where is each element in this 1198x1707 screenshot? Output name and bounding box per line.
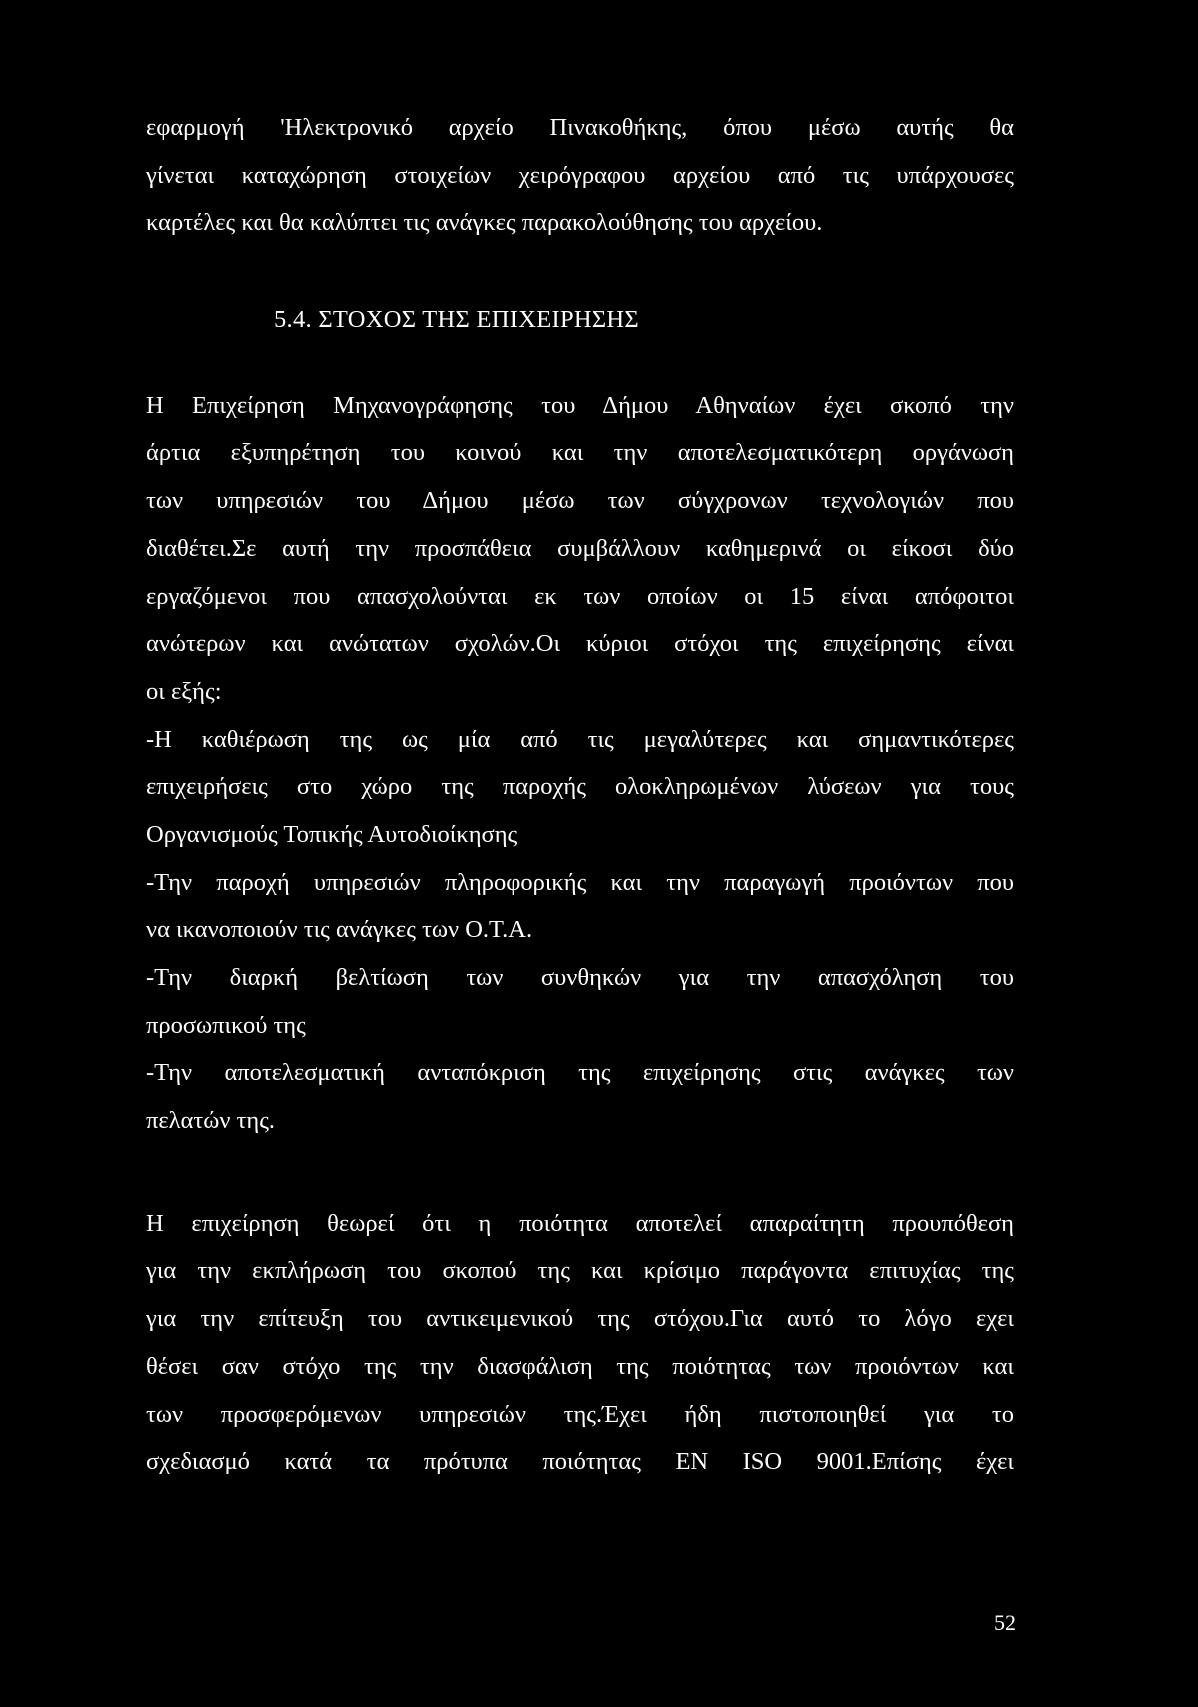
list-item-line: να ικανοποιούν τις ανάγκες των Ο.Τ.Α. — [146, 916, 533, 944]
list-item-line: επιχειρήσεις στο χώρο της παροχής ολοκληρωμένων λύσεων για τους — [146, 773, 1014, 801]
text-line: διαθέτει.Σε αυτή την προσπάθεια συμβάλλουν καθημερινά οι είκοσι δύο — [146, 534, 1014, 562]
text-line: εργαζόμενοι που απασχολούνται εκ των οποίων οι 15 είναι απόφοιτοι — [146, 582, 1014, 610]
document-page — [146, 104, 1014, 1486]
paragraph-company-goals — [146, 382, 1014, 1145]
text-line: για την επίτευξη του αντικειμενικού της στόχου.Για αυτό το λόγο εχει — [146, 1305, 1014, 1333]
text-line: εφαρμογή 'Ηλεκτρονικό αρχείο Πινακοθήκης, όπου μέσω αυτής θα — [146, 114, 1014, 141]
text-line: Η Επιχείρηση Μηχανογράφησης του Δήμου Αθηναίων έχει σκοπό την — [146, 391, 1014, 419]
paragraph-archive-application — [146, 104, 1014, 247]
list-item-line: -Την παροχή υπηρεσιών πληροφορικής και την παραγωγή προιόντων που — [146, 868, 1014, 896]
list-item-line: πελατών της. — [146, 1107, 276, 1135]
text-line: ανώτερων και ανώτατων σχολών.Οι κύριοι στόχοι της επιχείρησης είναι — [146, 630, 1014, 658]
page-number: 52 — [994, 1610, 1016, 1635]
text-line: γίνεται καταχώρηση στοιχείων χειρόγραφου αρχείου από τις υπάρχουσες — [146, 161, 1014, 189]
paragraph-spacer — [146, 1145, 1014, 1200]
text-line: άρτια εξυπηρέτηση του κοινού και την αποτελεσματικότερη οργάνωση — [146, 439, 1014, 467]
list-item-line: -Την διαρκή βελτίωση των συνθηκών για την απασχόληση του — [146, 964, 1014, 991]
list-item-line: -Την αποτελεσματική ανταπόκριση της επιχείρησης στις ανάγκες των — [146, 1059, 1014, 1087]
text-line: θέσει σαν στόχο της την διασφάλιση της ποιότητας των προιόντων και — [146, 1352, 1014, 1380]
text-line: για την εκπλήρωση του σκοπού της και κρίσιμο παράγοντα επιτυχίας της — [146, 1257, 1014, 1285]
list-item-line: προσωπικού της — [146, 1011, 306, 1039]
text-line: οι εξής: — [146, 677, 222, 705]
text-line: Η επιχείρηση θεωρεί ότι η ποιότητα αποτελεί απαραίτητη προυπόθεση — [146, 1209, 1014, 1237]
text-line: των προσφερόμενων υπηρεσιών της.Έχει ήδη πιστοποιηθεί για το — [146, 1400, 1014, 1428]
section-heading: 5.4. ΣΤΟΧΟΣ ΤΗΣ ΕΠΙΧΕΙΡΗΣΗΣ — [274, 306, 639, 334]
list-item-line: -Η καθιέρωση της ως μία από τις μεγαλύτερες και σημαντικότερες — [146, 725, 1014, 753]
text-line: των υπηρεσιών του Δήμου μέσω των σύγχρονων τεχνολογιών που — [146, 487, 1014, 515]
text-line: σχεδιασμό κατά τα πρότυπα ποιότητας EN ISO 9001.Επίσης έχει — [146, 1448, 1014, 1476]
text-line: καρτέλες και θα καλύπτει τις ανάγκες παρακολούθησης του αρχείου. — [146, 209, 823, 237]
paragraph-quality — [146, 1200, 1014, 1486]
list-item-line: Οργανισμούς Τοπικής Αυτοδιοίκησης — [146, 820, 518, 848]
